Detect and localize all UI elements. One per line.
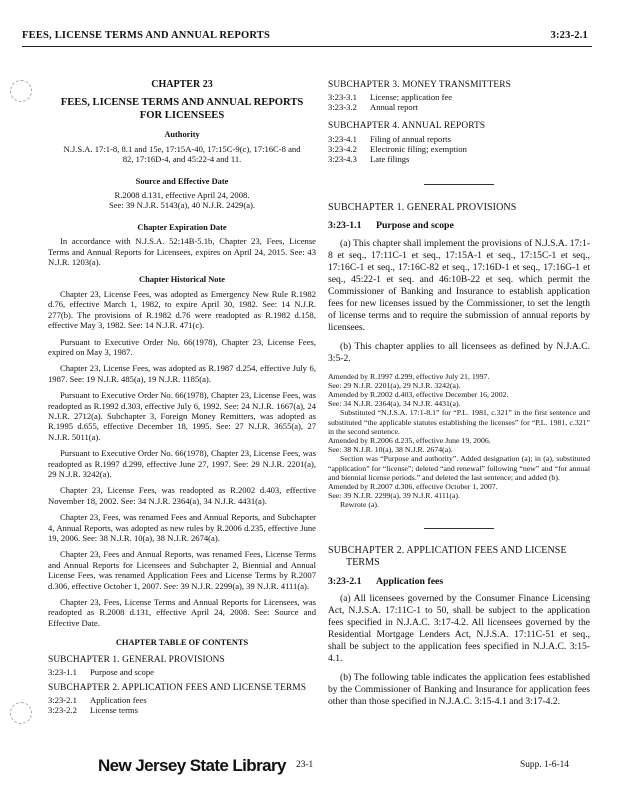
toc-entry-title: Annual report [370, 102, 418, 113]
toc-entry-number: 3:23-2.1 [48, 695, 77, 706]
section-number: 3:23-1.1 [328, 220, 362, 232]
expiration-text: In accordance with N.J.S.A. 52:14B-5.1b, Chapter 23, Fees, License Terms and Annual Reports for Licensees, expires on April 24, 2015. See: 43 N.J.R. 1203(a). [48, 236, 316, 268]
toc-entry-number: 3:23-2.2 [48, 705, 77, 716]
toc-entry-title: License; application fee [370, 92, 453, 103]
toc-subchapter-2: SUBCHAPTER 2. APPLICATION FEES AND LICENSE TERMS [48, 683, 307, 694]
amendment-line: See: 29 N.J.R. 2201(a), 29 N.J.R. 3242(a). [328, 380, 461, 390]
history-heading: Chapter Historical Note [139, 275, 225, 285]
toc-entry-number: 3:23-3.1 [328, 92, 357, 103]
toc-subchapter-3: SUBCHAPTER 3. MONEY TRANSMITTERS [328, 80, 511, 90]
authority-text: N.J.S.A. 17:1-8, 8.1 and 15e, 17:15A-40, 17:15C-9(c), 17:16C-8 and 82, 17:16D-4, and 45:22-4 and 11. [63, 143, 301, 165]
toc-entry[interactable] [48, 695, 316, 705]
toc-entry[interactable] [328, 92, 590, 102]
toc-entry-title: Purpose and scope [90, 667, 154, 678]
header-title: FEES, LICENSE TERMS AND ANNUAL REPORTS [22, 30, 271, 41]
amendment-line: See: 38 N.J.R. 10(a), 38 N.J.R. 2674(a). [328, 445, 453, 455]
toc-entry-number: 3:23-4.1 [328, 133, 357, 144]
history-note-6: Chapter 23, License Fees, was readopted as R.2002 d.403, effective November 18, 2002. See: 34 N.J.R. 2364(a), 34 N.J.R. 4431(a). [48, 485, 316, 506]
toc-entry[interactable] [328, 102, 590, 112]
source-text-2: See: 39 N.J.R. 5143(a), 40 N.J.R. 2429(a). [108, 200, 256, 211]
chapter-title [48, 96, 316, 122]
toc-entry-title: Application fees [90, 695, 147, 706]
section-heading-3-23-1-1 [328, 221, 590, 231]
chapter-number: CHAPTER 23 [151, 79, 213, 90]
history-note-7: Chapter 23, Fees, was renamed Fees and Annual Reports, and Subchapter 4, Annual Reports, was adopted as new rules by R.2006 d.235, effective June 19, 2006. See: 38 N.J.R. 10(a), 38 N.J.R. 2674(a). [48, 512, 316, 543]
toc-entry[interactable] [328, 134, 590, 144]
section-paragraph-a: (a) All licensees governed by the Consumer Finance Licensing Act, N.J.S.A. 17:11C-1 to 50, shall be subject to the application fees specified in N.J.A.C. 3:17-4.2. All licensees governed by the Residential Mortgage Lenders Act, N.J.S.A. 17:11C-51 et seq., shall be subject to the application fees specified in N.J.A.C. 3:15-4.1. [328, 593, 590, 665]
library-stamp: New Jersey State Library [98, 756, 286, 775]
toc-entry-number: 3:23-4.2 [328, 143, 357, 154]
source-heading: Source and Effective Date [135, 176, 229, 186]
amendment-notes [328, 372, 590, 510]
toc-subchapter-4: SUBCHAPTER 4. ANNUAL REPORTS [328, 121, 486, 132]
left-column [48, 80, 316, 715]
toc-entry-number: 3:23-3.2 [328, 102, 357, 113]
section-title: Application fees [376, 575, 444, 587]
history-note-4: Pursuant to Executive Order No. 66(1978), Chapter 23, License Fees, was readopted as R.1992 d.303, effective July 6, 1992. See: 24 N.J.R. 1667(a), 24 N.J.R. 2712(a). Subchapter 3, Foreign Money Remitters, was adopted as R.1995 d.655, effective December 18, 1995. See: 27 N.J.R. 3655(a), 27 N.J.R. 5011(a). [48, 390, 316, 442]
hole-punch-mark-bottom [10, 702, 32, 724]
toc-entry[interactable] [328, 144, 590, 154]
page-number: 23-1 [296, 760, 314, 770]
amendment-line: See: 34 N.J.R. 2364(a), 34 N.J.R. 4431(a). [328, 399, 461, 409]
section-divider [424, 528, 494, 529]
section-paragraph-b: (b) The following table indicates the application fees established by the Commissioner of Banking and Insurance for application fees other than those specified in N.J.A.C. 3:15-4.1 and 3:17-4.2. [328, 672, 590, 708]
header-section-number: 3:23-2.1 [550, 30, 588, 41]
history-note-9: Chapter 23, Fees, License Terms and Annual Reports for Licensees, was readopted as R.2008 d.131, effective April 24, 2008. See: Source and Effective Date. [48, 597, 316, 628]
section-number: 3:23-2.1 [328, 575, 362, 587]
amendment-line: Amended by R.2006 d.235, effective June 19, 2006. [328, 436, 491, 446]
toc-heading: CHAPTER TABLE OF CONTENTS [115, 638, 249, 648]
toc-entry[interactable] [48, 667, 316, 677]
toc-entry[interactable] [48, 705, 316, 715]
amendment-description: Substituted “N.J.S.A. 17:1-8.1” for “P.L. 1981, c.321” in the first sentence and substituted “the applicable statutes establishing the licenses” for “P.L. 1981, c.321” in the second sentence. [328, 408, 590, 436]
section-heading-3-23-2-1 [328, 577, 590, 587]
right-column [328, 80, 590, 715]
toc-entry-title: Filing of annual reports [370, 133, 451, 144]
section-paragraph-b: (b) This chapter applies to all licensees as defined by N.J.A.C. 3:5-2. [328, 340, 590, 364]
source-text-1: R.2008 d.131, effective April 24, 2008. [114, 190, 250, 201]
history-note-8: Chapter 23, Fees and Annual Reports, was renamed Fees, License Terms and Annual Reports for Licensees and Subchapter 2, Biennial and Annual License Fees, was renamed Application Fees and License Terms by R.2007 d.306, effective October 1, 2007. See: 39 N.J.R. 2299(a), 39 N.J.R. 4111(a). [48, 549, 316, 591]
history-note-5: Pursuant to Executive Order No. 66(1978), Chapter 23, License Fees, was readopted as R.1997 d.299, effective June 27, 1997. See: 29 N.J.R. 2201(a), 29 N.J.R. 3242(a). [48, 448, 316, 479]
section-divider [424, 184, 494, 185]
header-rule [22, 46, 592, 47]
expiration-heading: Chapter Expiration Date [137, 222, 227, 232]
chapter-title-line-2: FOR LICENSEES [139, 110, 225, 122]
section-paragraph-a: (a) This chapter shall implement the provisions of N.J.S.A. 17:1-8 et seq., 17:11C-1 et seq., 17:15A-1 et seq., 17:15C-1 et seq., 17:16C-1 et seq., 17:16C-82 et seq., 17:16D-1 et seq., 17:16G-1 et seq., 45:22-1 et seq. and 46:10B-22 et seq. which permit the Commissioner of Banking and Insurance to establish application fees for new licenses issued by the Commissioner, to set the length of license terms and to require the submission of annual reports by licensees. [328, 237, 590, 333]
subchapter-1-heading: SUBCHAPTER 1. GENERAL PROVISIONS [328, 201, 517, 213]
history-note-3: Chapter 23, License Fees, was adopted as R.1987 d.254, effective July 6, 1987. See: 19 N.J.R. 485(a), 19 N.J.R. 1185(a). [48, 363, 316, 384]
supplement-date: Supp. 1-6-14 [520, 760, 569, 770]
toc-entry-number: 3:23-4.3 [328, 153, 357, 164]
history-note-2: Pursuant to Executive Order No. 66(1978), Chapter 23, License Fees, expired on May 3, 1987. [48, 336, 316, 357]
amendment-description: Section was “Purpose and authority”. Added designation (a); in (a), substituted “application” for “license”; deleted “and renewal” following “new” and “for annual and biennial license periods.” and deleted the last sentence; and added (b). [328, 454, 590, 482]
amendment-description: Rewrote (a). [340, 500, 379, 510]
authority-heading: Authority [164, 130, 200, 140]
toc-entry-number: 3:23-1.1 [48, 667, 77, 678]
chapter-title-line-1: FEES, LICENSE TERMS AND ANNUAL REPORTS [60, 97, 304, 109]
amendment-line: Amended by R.2007 d.306, effective October 1, 2007. [328, 482, 498, 492]
history-note-1: Chapter 23, License Fees, was adopted as Emergency New Rule R.1982 d.76, effective March 1, 1982, to expire April 30, 1982. See: 14 N.J.R. 277(b). The provisions of R.1982 d.76 were readopted as R.1982 d.158, effective May 3, 1982. See: 14 N.J.R. 471(c). [48, 288, 316, 331]
hole-punch-mark-top [10, 80, 32, 102]
section-title: Purpose and scope [376, 220, 454, 232]
toc-entry-title: Late filings [370, 153, 410, 164]
toc-entry-title: License terms [90, 705, 138, 716]
toc-subchapter-1: SUBCHAPTER 1. GENERAL PROVISIONS [48, 654, 225, 665]
amendment-line: Amended by R.2002 d.403, effective December 16, 2002. [328, 390, 509, 400]
amendment-line: See: 39 N.J.R. 2299(a), 39 N.J.R. 4111(a). [328, 491, 460, 501]
toc-entry[interactable] [328, 154, 590, 164]
subchapter-2-heading: SUBCHAPTER 2. APPLICATION FEES AND LICENSE TERMS [328, 544, 567, 568]
toc-entry-title: Electronic filing; exemption [370, 143, 467, 154]
amendment-line: Amended by R.1997 d.299, effective July 21, 1997. [328, 371, 490, 381]
